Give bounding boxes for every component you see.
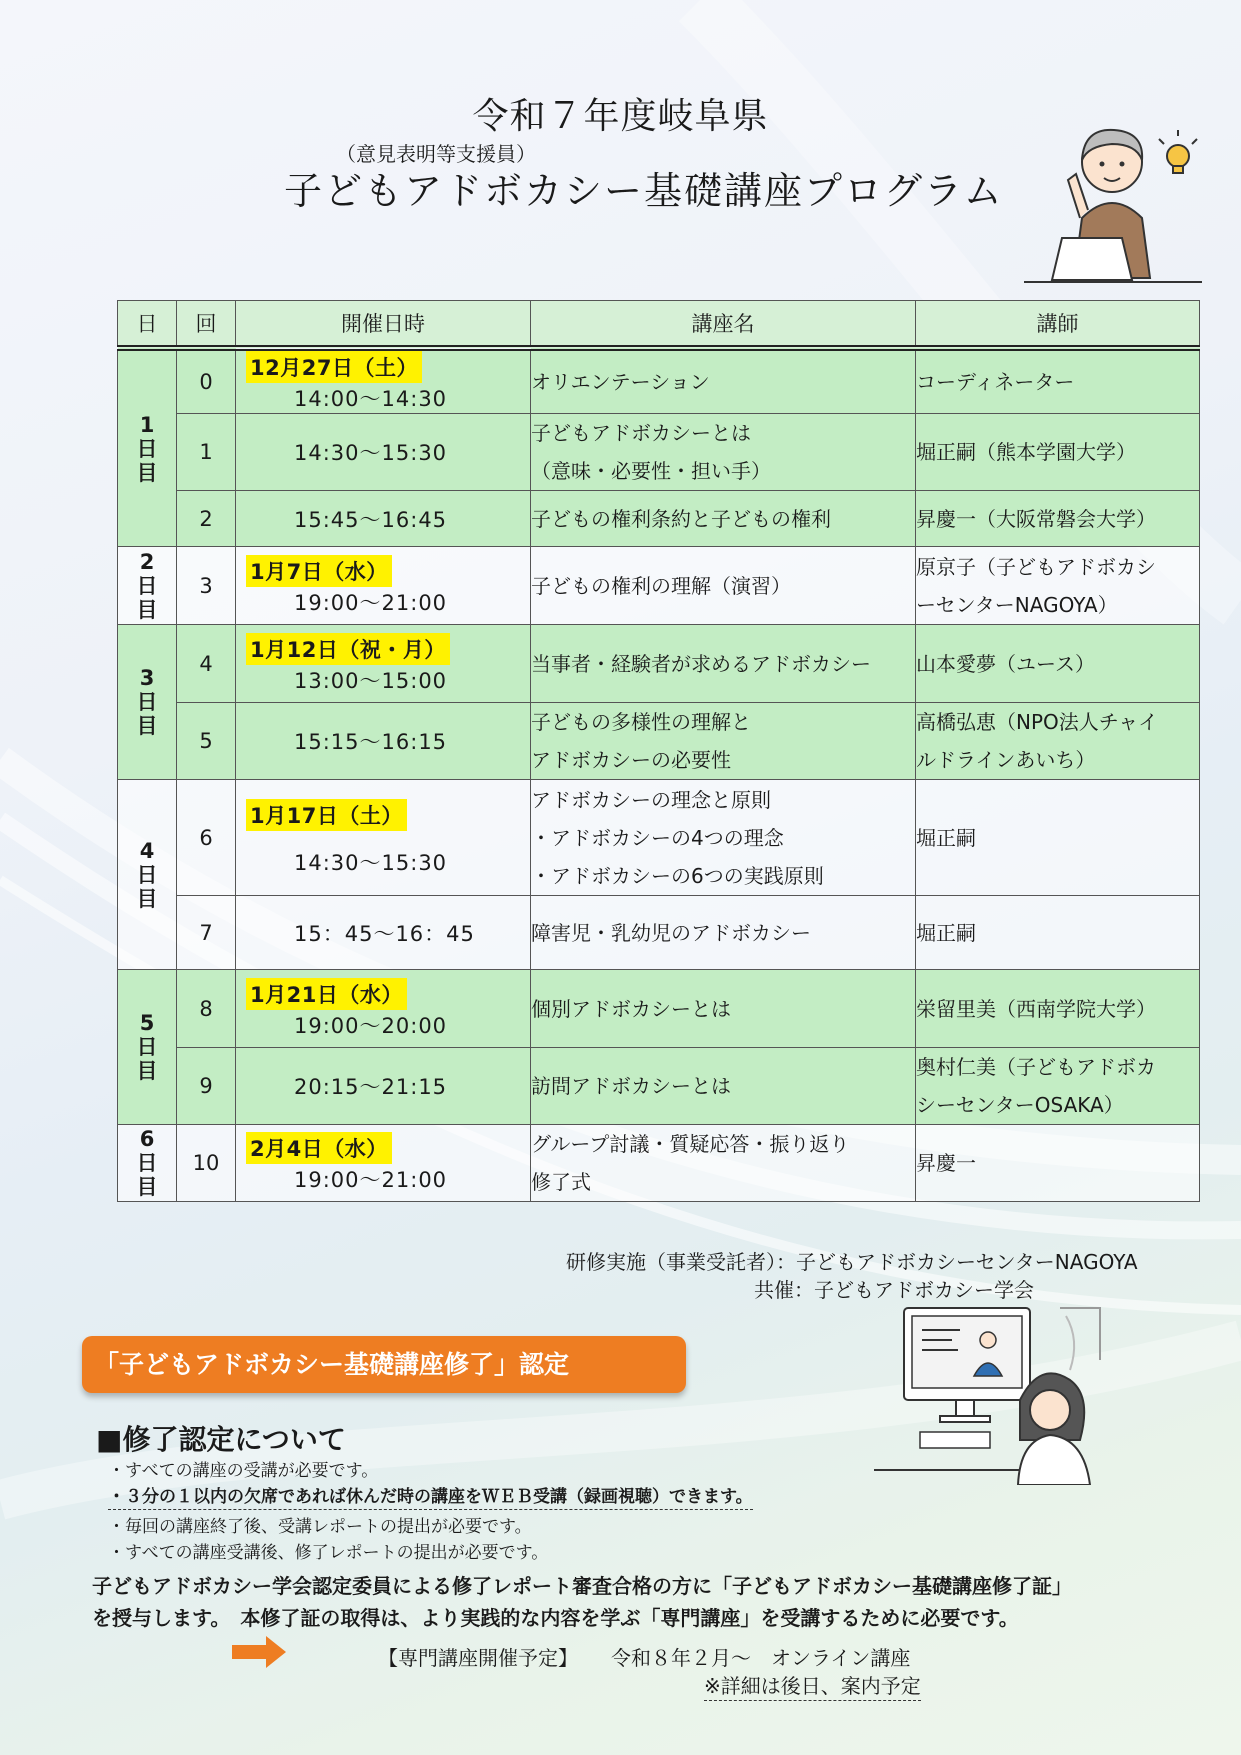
table-row: [118, 491, 1200, 547]
session-datetime: [236, 491, 531, 547]
session-time: 15:45～16:45: [294, 507, 448, 532]
date-highlight: 2月4日（水）: [246, 1132, 392, 1164]
session-datetime: [236, 970, 531, 1048]
header-course: 講座名: [531, 301, 916, 349]
instructor: 山本愛夢（ユース）: [916, 625, 1200, 703]
arrow-right-icon: [232, 1634, 288, 1670]
course-title: アドボカシーの理念と原則 ・アドボカシーの4つの理念 ・アドボカシーの6つの実践原則: [531, 780, 916, 896]
date-highlight: 1月12日（祝・月）: [246, 633, 450, 665]
table-row: [118, 414, 1200, 491]
table-row: [118, 1125, 1200, 1202]
course-title: 子どもの多様性の理解と アドボカシーの必要性: [531, 703, 916, 780]
session-time: 19:00～21:00: [294, 1168, 448, 1192]
session-datetime: [236, 703, 531, 780]
session-number: 5: [177, 703, 236, 780]
session-time: 15：45～16：45: [294, 921, 475, 946]
session-datetime: [236, 625, 531, 703]
advanced-course-label: 【専門講座開催予定】: [378, 1646, 578, 1670]
man-with-laptop-illustration: [1022, 118, 1204, 290]
instructor: 原京子（子どもアドボカシ ーセンターNAGOYA）: [916, 547, 1200, 625]
implementer-note: 研修実施（事業受託者）：子どもアドボカシーセンターNAGOYA: [566, 1250, 1138, 1274]
session-number: 10: [177, 1125, 236, 1202]
day-label: 4 日 目: [118, 780, 177, 970]
session-time: 15:15～16:15: [294, 730, 448, 754]
session-time: 14:00～14:30: [294, 387, 448, 411]
course-title: オリエンテーション: [531, 348, 916, 414]
page-title: 子どもアドボカシー基礎講座プログラム: [284, 169, 1004, 213]
instructor: 堀正嗣: [916, 780, 1200, 896]
session-number: 3: [177, 547, 236, 625]
table-row: [118, 703, 1200, 780]
day-label: 2 日 目: [118, 547, 177, 625]
session-time: 13:00～15:00: [294, 668, 448, 693]
day-label: 3 日 目: [118, 625, 177, 780]
course-title: 個別アドボカシーとは: [531, 970, 916, 1048]
date-highlight: 12月27日（土）: [246, 351, 422, 383]
session-time: 14:30～15:30: [294, 441, 448, 465]
instructor: 奥村仁美（子どもアドボカ シーセンターOSAKA）: [916, 1048, 1200, 1125]
session-number: 9: [177, 1048, 236, 1125]
date-highlight: 1月17日（土）: [246, 799, 407, 831]
course-title: 障害児・乳幼児のアドボカシー: [531, 896, 916, 970]
session-time: 14:30～15:30: [294, 850, 448, 875]
course-title: 当事者・経験者が求めるアドボカシー: [531, 625, 916, 703]
session-datetime: [236, 414, 531, 491]
course-title: グループ討議・質疑応答・振り返り 修了式: [531, 1125, 916, 1202]
date-highlight: 1月7日（水）: [246, 555, 392, 587]
day-label: 1 日 目: [118, 348, 177, 547]
lightbulb-icon: [1159, 130, 1197, 173]
date-highlight: 1月21日（水）: [246, 978, 407, 1010]
certificate-description-2: を授与します。 本修了証の取得は、より実践的な内容を学ぶ「専門講座」を受講するために必要です。: [92, 1606, 1019, 1630]
instructor: 昇慶一: [916, 1125, 1200, 1202]
requirement-item: ・すべての講座受講後、修了レポートの提出が必要です。: [108, 1543, 549, 1563]
cohost-note: 共催：子どもアドボカシー学会: [754, 1278, 1034, 1302]
advanced-course-date: 令和８年２月～ オンライン講座: [611, 1646, 911, 1670]
session-number: 4: [177, 625, 236, 703]
table-row: [118, 970, 1200, 1048]
table-row: [118, 348, 1200, 414]
instructor: コーディネーター: [916, 348, 1200, 414]
online-lecture-illustration: [870, 1300, 1120, 1485]
section-heading: ■修了認定について: [96, 1423, 346, 1456]
schedule-table: [117, 300, 1200, 1202]
course-title: 訪問アドボカシーとは: [531, 1048, 916, 1125]
session-datetime: [236, 547, 531, 625]
session-number: 0: [177, 348, 236, 414]
instructor: 堀正嗣（熊本学園大学）: [916, 414, 1200, 491]
session-time: 19:00～21:00: [294, 590, 448, 615]
requirement-item: ・毎回の講座終了後、受講レポートの提出が必要です。: [108, 1517, 532, 1537]
table-row: [118, 547, 1200, 625]
header-session: 回: [177, 301, 236, 349]
header-instructor: 講師: [916, 301, 1200, 349]
advanced-course-note: ※詳細は後日、案内予定: [704, 1670, 921, 1701]
table-row: [118, 625, 1200, 703]
table-row: [118, 896, 1200, 970]
session-time: 19:00～20:00: [294, 1013, 448, 1038]
title-line-1: 令和７年度岐阜県: [472, 96, 769, 137]
session-datetime: [236, 1048, 531, 1125]
header-datetime: 開催日時: [236, 301, 531, 349]
certificate-description-1: 子どもアドボカシー学会認定委員による修了レポート審査合格の方に「子どもアドボカシー基礎講座修了証」: [92, 1574, 1072, 1598]
table-row: [118, 780, 1200, 896]
table-header-row: [118, 301, 1200, 349]
session-number: 2: [177, 491, 236, 547]
certification-banner: 「子どもアドボカシー基礎講座修了」認定: [82, 1336, 686, 1393]
instructor: 昇慶一（大阪常磐会大学）: [916, 491, 1200, 547]
session-datetime: [236, 1125, 531, 1202]
requirement-item: ・すべての講座の受講が必要です。: [108, 1461, 379, 1481]
table-row: [118, 1048, 1200, 1125]
course-title: 子どもアドボカシーとは （意味・必要性・担い手）: [531, 414, 916, 491]
session-number: 7: [177, 896, 236, 970]
day-label: 5 日 目: [118, 970, 177, 1125]
session-number: 8: [177, 970, 236, 1048]
day-label: 6 日 目: [118, 1125, 177, 1202]
session-number: 1: [177, 414, 236, 491]
course-title: 子どもの権利の理解（演習）: [531, 547, 916, 625]
instructor: 栄留里美（西南学院大学）: [916, 970, 1200, 1048]
instructor: 堀正嗣: [916, 896, 1200, 970]
session-number: 6: [177, 780, 236, 896]
session-datetime: [236, 780, 531, 896]
session-datetime: [236, 896, 531, 970]
title-subtitle: （意見表明等支援員）: [336, 142, 536, 166]
session-time: 20:15～21:15: [294, 1075, 448, 1099]
session-datetime: [236, 348, 531, 414]
header-day: 日: [118, 301, 177, 349]
requirement-item: ・３分の１以内の欠席であれば休んだ時の講座をＷＥＢ受講（録画視聴）できます。: [108, 1482, 753, 1510]
course-title: 子どもの権利条約と子どもの権利: [531, 491, 916, 547]
instructor: 高橋弘恵（NPO法人チャイ ルドラインあいち）: [916, 703, 1200, 780]
